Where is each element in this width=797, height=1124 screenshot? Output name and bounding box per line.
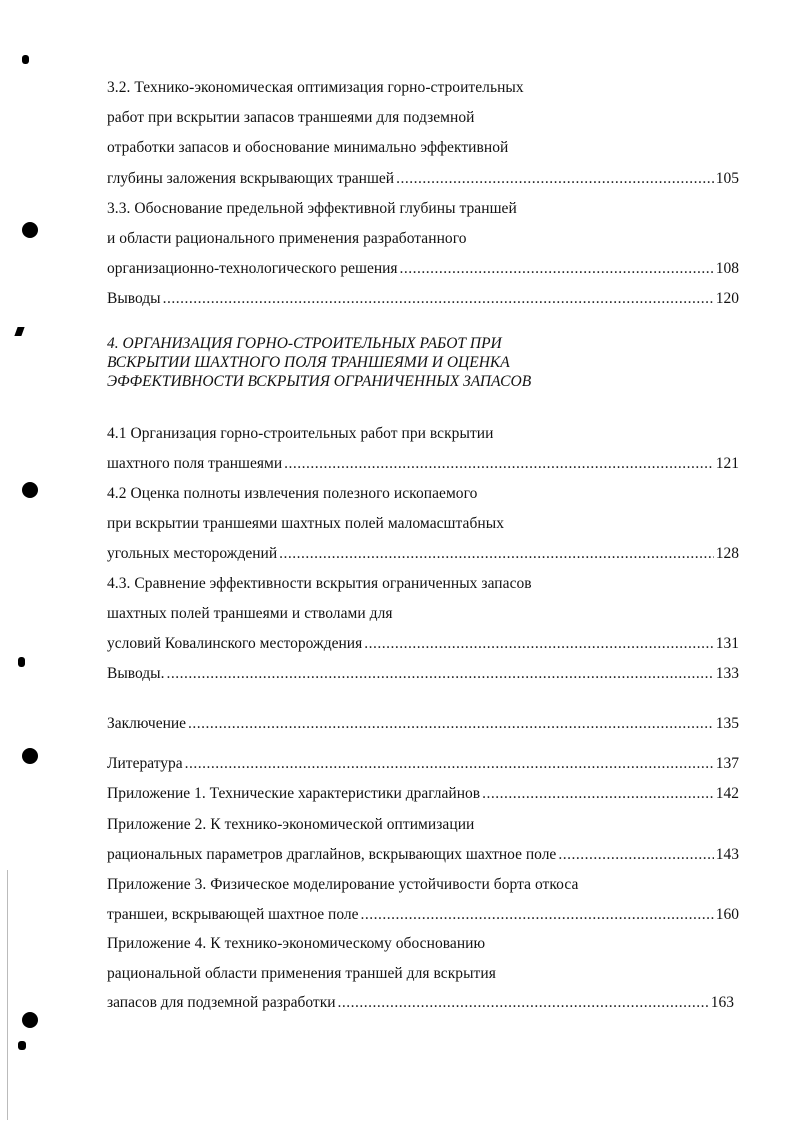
leader-dots xyxy=(364,634,714,654)
toc-entry-appendix-4 xyxy=(107,993,734,1013)
toc-entry-3-3 xyxy=(107,259,739,279)
toc-entry-text: шахтного поля траншеями xyxy=(107,455,283,472)
punch-hole xyxy=(22,222,38,238)
leader-dots xyxy=(558,845,713,865)
toc-page-number: 105 xyxy=(715,170,739,187)
leader-dots xyxy=(284,454,714,474)
leader-dots xyxy=(188,714,714,734)
toc-entry-3-2-line3: отработки запасов и обоснование минимально эффективной xyxy=(107,139,509,156)
toc-entry-text: рациональных параметров драглайнов, вскрывающих шахтное поле xyxy=(107,846,557,863)
scan-mark xyxy=(18,657,25,667)
toc-entry-4-3-line2: шахтных полей траншеями и стволами для xyxy=(107,605,393,622)
toc-page-number: 135 xyxy=(715,715,739,732)
chapter-4-title-line2: ВСКРЫТИИ ШАХТНОГО ПОЛЯ ТРАНШЕЯМИ И ОЦЕНКА xyxy=(107,354,510,371)
scan-edge xyxy=(7,870,8,1120)
toc-page-number: 121 xyxy=(715,455,739,472)
toc-entry-4-3-line1: 4.3. Сравнение эффективности вскрытия ограниченных запасов xyxy=(107,575,532,592)
toc-entry-3-2 xyxy=(107,169,739,189)
toc-entry-text: условий Ковалинского месторождения xyxy=(107,635,363,652)
toc-entry-3-3-line2: и области рационального применения разработанного xyxy=(107,230,467,247)
toc-page-number: 128 xyxy=(715,545,739,562)
toc-entry-4-2-line2: при вскрытии траншеями шахтных полей маломасштабных xyxy=(107,515,505,532)
toc-entry-4-conclusions xyxy=(107,664,739,684)
toc-entry-4-1-line1: 4.1 Организация горно-строительных работ при вскрытии xyxy=(107,425,494,442)
toc-entry-appendix-2 xyxy=(107,845,739,865)
punch-hole xyxy=(22,748,38,764)
toc-page-number: 108 xyxy=(715,260,739,277)
scan-mark xyxy=(14,327,24,336)
scan-mark xyxy=(18,1041,26,1050)
toc-entry-3-2-line1: 3.2. Технико-экономическая оптимизация горно-строительных xyxy=(107,79,524,96)
toc-entry-text: траншеи, вскрывающей шахтное поле xyxy=(107,906,359,923)
toc-entry-text: Выводы xyxy=(107,290,161,307)
toc-entry-literature xyxy=(107,754,739,774)
toc-entry-3-2-line2: работ при вскрытии запасов траншеями для подземной xyxy=(107,109,475,126)
toc-entry-text: глубины заложения вскрывающих траншей xyxy=(107,170,395,187)
toc-entry-3-conclusions xyxy=(107,289,739,309)
toc-entry-appendix-1 xyxy=(107,784,739,804)
toc-entry-appendix-3 xyxy=(107,905,739,925)
toc-entry-4-3 xyxy=(107,634,739,654)
scan-mark xyxy=(22,55,29,64)
toc-entry-appendix-4-line2: рациональной области применения траншей для вскрытия xyxy=(107,965,496,982)
toc-page-number: 143 xyxy=(715,846,739,863)
leader-dots xyxy=(338,993,709,1013)
toc-page-number: 142 xyxy=(715,785,739,802)
toc-entry-text: Заключение xyxy=(107,715,187,732)
toc-page-number: 133 xyxy=(715,665,739,682)
punch-hole xyxy=(22,482,38,498)
leader-dots xyxy=(279,544,714,564)
toc-entry-text: Литература xyxy=(107,755,183,772)
toc-entry-appendix-3-line1: Приложение 3. Физическое моделирование устойчивости борта откоса xyxy=(107,876,579,893)
toc-entry-text: Приложение 1. Технические характеристики драглайнов xyxy=(107,785,481,802)
toc-entry-text: Выводы. xyxy=(107,665,165,682)
toc-page-number: 137 xyxy=(715,755,739,772)
leader-dots xyxy=(361,905,714,925)
toc-entry-text: организационно-технологического решения xyxy=(107,260,398,277)
toc-entry-appendix-4-line1: Приложение 4. К технико-экономическому обоснованию xyxy=(107,935,486,952)
toc-page-number: 160 xyxy=(715,906,739,923)
leader-dots xyxy=(185,754,714,774)
toc-entry-text: запасов для подземной разработки xyxy=(107,994,336,1011)
toc-page-number: 120 xyxy=(715,290,739,307)
leader-dots xyxy=(396,169,714,189)
toc-entry-4-2 xyxy=(107,544,739,564)
leader-dots xyxy=(400,259,714,279)
chapter-4-title-line1: 4. ОРГАНИЗАЦИЯ ГОРНО-СТРОИТЕЛЬНЫХ РАБОТ ПРИ xyxy=(107,335,502,352)
leader-dots xyxy=(482,784,714,804)
punch-hole xyxy=(22,1012,38,1028)
toc-entry-3-3-line1: 3.3. Обоснование предельной эффективной глубины траншей xyxy=(107,200,517,217)
toc-entry-text: угольных месторождений xyxy=(107,545,278,562)
leader-dots xyxy=(166,664,713,684)
toc-entry-conclusion xyxy=(107,714,739,734)
chapter-4-title-line3: ЭФФЕКТИВНОСТИ ВСКРЫТИЯ ОГРАНИЧЕННЫХ ЗАПАСОВ xyxy=(107,373,532,390)
toc-entry-4-1 xyxy=(107,454,739,474)
leader-dots xyxy=(163,289,714,309)
toc-entry-appendix-2-line1: Приложение 2. К технико-экономической оптимизации xyxy=(107,816,475,833)
toc-page-number: 163 xyxy=(710,994,734,1011)
toc-page-number: 131 xyxy=(715,635,739,652)
toc-entry-4-2-line1: 4.2 Оценка полноты извлечения полезного ископаемого xyxy=(107,485,478,502)
